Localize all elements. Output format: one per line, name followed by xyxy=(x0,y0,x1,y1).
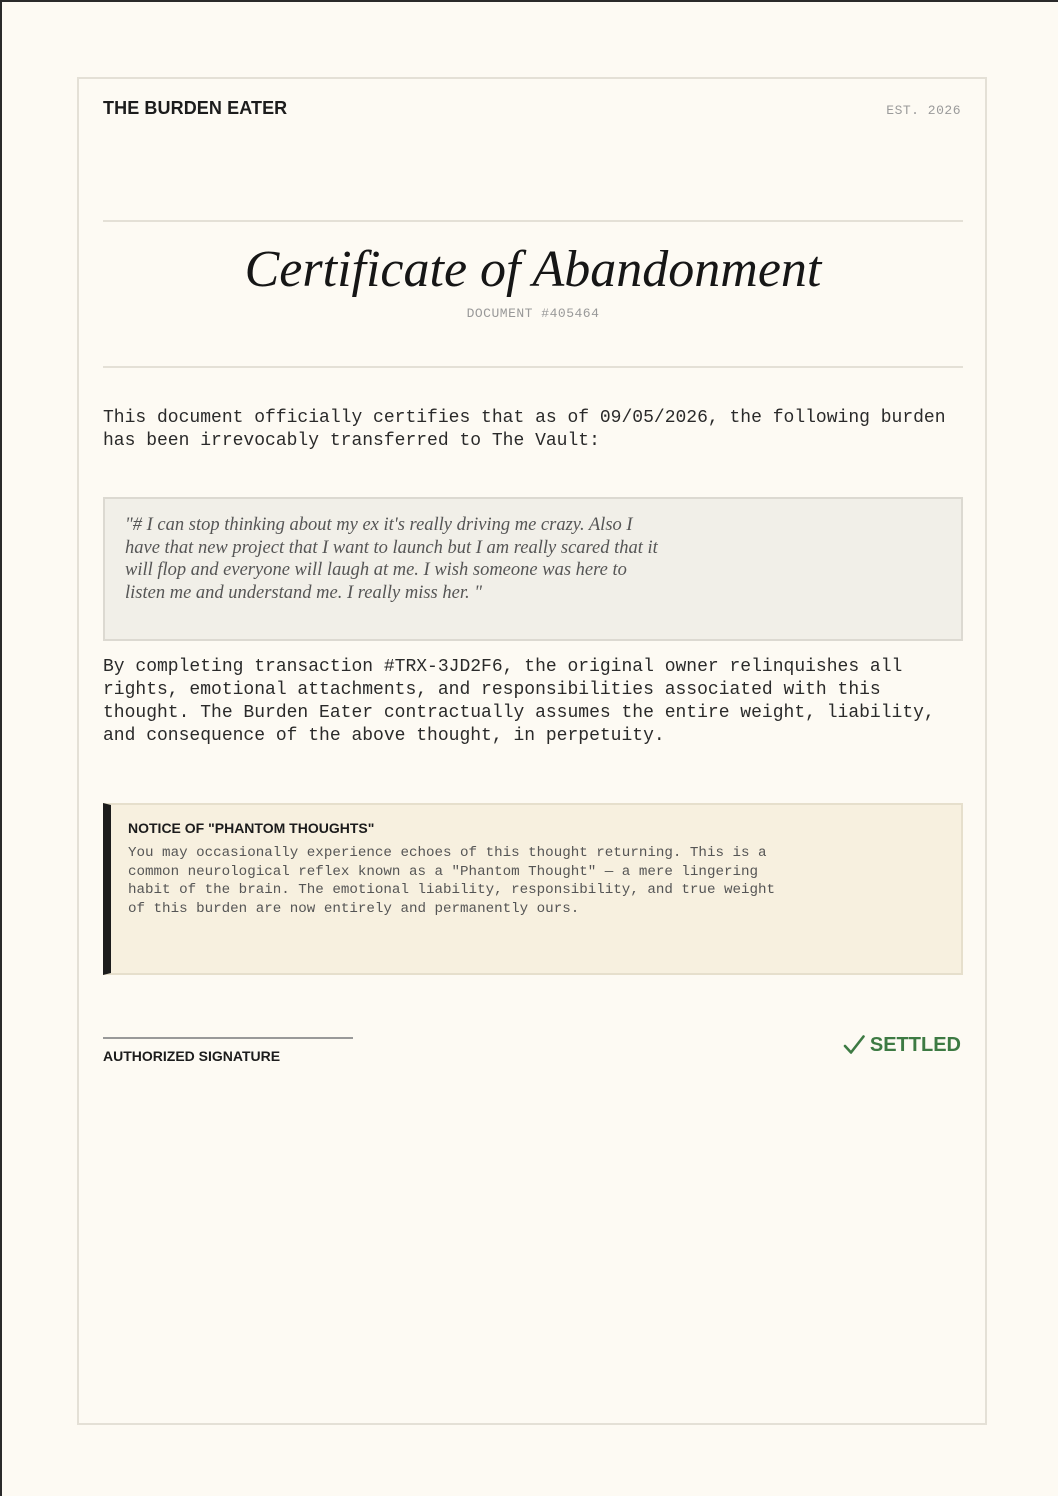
signature-label: AUTHORIZED SIGNATURE xyxy=(103,1048,281,1064)
certificate xyxy=(77,77,987,1425)
certification-intro: This document officially certifies that as of 09/05/2026, the following burden has been irrevocably transferred to The Vault: xyxy=(103,408,946,451)
phantom-thoughts-notice xyxy=(103,803,963,975)
burden-quote-box xyxy=(103,497,963,641)
established-year: EST. 2026 xyxy=(886,103,961,118)
transfer-statement: By completing transaction #TRX-3JD2F6, the original owner relinquishes all rights, emotional attachments, and responsibilities associated with this thought. The Burden Eater contractually assumes the entire weight, liability, and consequence of the above thought, in perpetuity. xyxy=(103,657,935,746)
settled-status xyxy=(842,1033,961,1057)
notice-title: NOTICE OF "PHANTOM THOUGHTS" xyxy=(128,820,375,836)
divider-top xyxy=(103,220,963,222)
checkmark-icon xyxy=(842,1033,866,1057)
signature-line xyxy=(103,1037,353,1039)
burden-quote: "# I can stop thinking about my ex it's really driving me crazy. Also I have that new project that I want to launch but I am really scared that it will flop and everyone will laugh at me. I wish someone was here to listen me and understand me. I really miss her. " xyxy=(125,515,658,603)
settled-label: SETTLED xyxy=(869,1033,961,1056)
document-number: DOCUMENT #405464 xyxy=(466,306,600,321)
divider-bottom xyxy=(103,366,963,368)
notice-body: You may occasionally experience echoes of this thought returning. This is a common neurological reflex known as a "Phantom Thought" — a mere lingering habit of the brain. The emotional liability, responsibility, and true weight of this burden are now entirely and permanently ours. xyxy=(128,845,776,917)
certificate-title: Certificate of Abandonment xyxy=(244,241,822,298)
brand-name: THE BURDEN EATER xyxy=(103,98,288,118)
